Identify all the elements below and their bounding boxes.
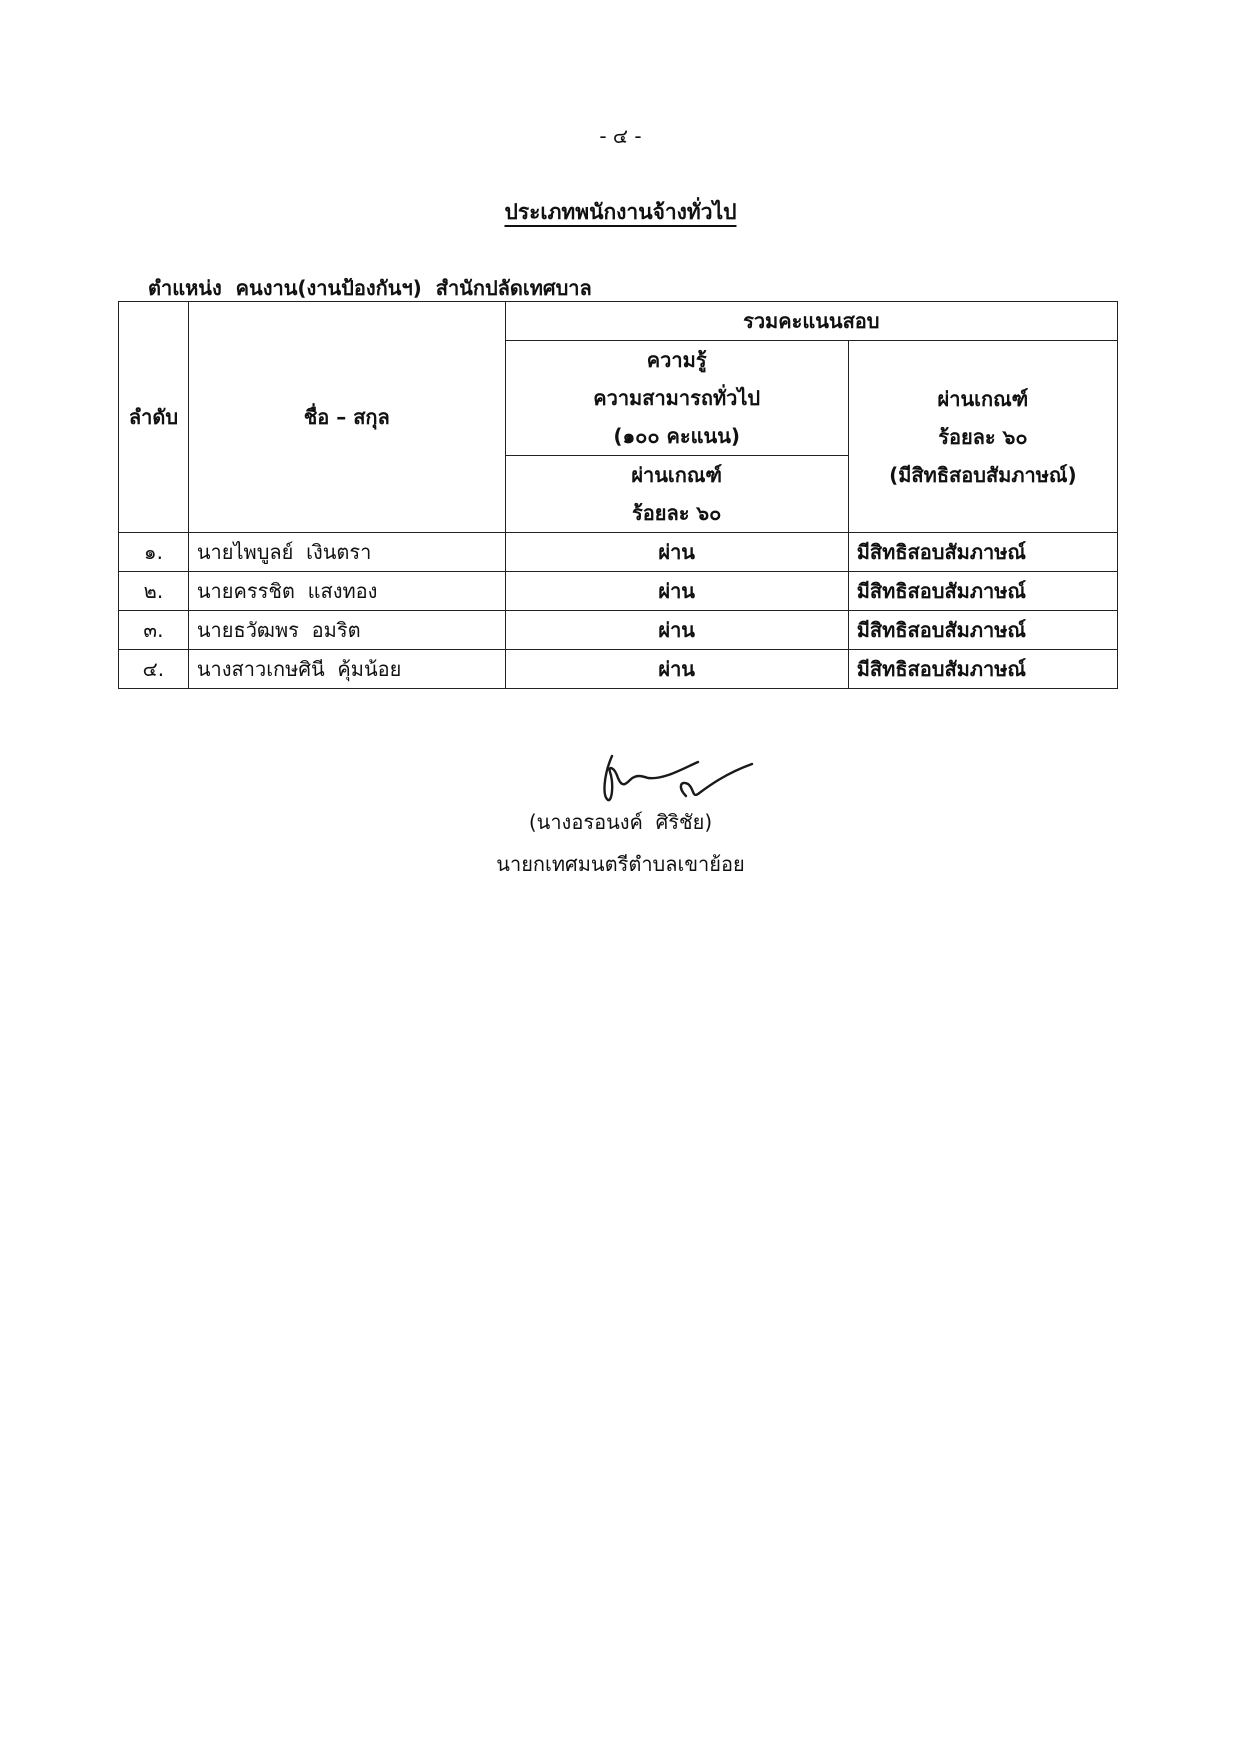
signer-name: (นางอรอนงค์ ศิริชัย) bbox=[528, 810, 713, 834]
header-result bbox=[848, 341, 1117, 533]
header-knowledge bbox=[505, 341, 848, 456]
cell-score: ผ่าน bbox=[505, 611, 848, 650]
cell-order: ๔. bbox=[119, 650, 189, 689]
cell-result: มีสิทธิสอบสัมภาษณ์ bbox=[848, 572, 1117, 611]
header-knowledge-line: (๑๐๐ คะแนน) bbox=[613, 424, 741, 448]
cell-result: มีสิทธิสอบสัมภาษณ์ bbox=[848, 611, 1117, 650]
header-score-group: รวมคะแนนสอบ bbox=[505, 302, 1117, 341]
section-title: ประเภทพนักงานจ้างทั่วไป bbox=[504, 200, 737, 224]
cell-name: นางสาวเกษศินี คุ้มน้อย bbox=[188, 650, 505, 689]
results-table bbox=[118, 301, 1118, 689]
table-header-row bbox=[119, 302, 1118, 341]
header-pass-line: ร้อยละ ๖๐ bbox=[632, 501, 722, 525]
cell-order: ๓. bbox=[119, 611, 189, 650]
cell-name: นายธวัฒพร อมริต bbox=[188, 611, 505, 650]
header-knowledge-line: ความรู้ bbox=[646, 348, 707, 372]
cell-result: มีสิทธิสอบสัมภาษณ์ bbox=[848, 533, 1117, 572]
header-pass-criteria bbox=[505, 456, 848, 533]
cell-order: ๑. bbox=[119, 533, 189, 572]
cell-name: นายครรชิต แสงทอง bbox=[188, 572, 505, 611]
header-knowledge-line: ความสามารถทั่วไป bbox=[593, 386, 761, 410]
cell-order: ๒. bbox=[119, 572, 189, 611]
header-result-line: ร้อยละ ๖๐ bbox=[938, 424, 1028, 449]
cell-score: ผ่าน bbox=[505, 650, 848, 689]
table-row bbox=[119, 533, 1118, 572]
table-row bbox=[119, 650, 1118, 689]
table-row bbox=[119, 611, 1118, 650]
position-line: ตำแหน่ง คนงาน(งานป้องกันฯ) สำนักปลัดเทศบาล bbox=[148, 276, 592, 300]
cell-score: ผ่าน bbox=[505, 572, 848, 611]
header-pass-line: ผ่านเกณฑ์ bbox=[631, 463, 723, 487]
header-result-line: ผ่านเกณฑ์ bbox=[937, 386, 1029, 411]
header-result-line: (มีสิทธิสอบสัมภาษณ์) bbox=[889, 462, 1077, 487]
page-number: - ๔ - bbox=[599, 124, 642, 148]
header-order: ลำดับ bbox=[119, 302, 189, 533]
header-name: ชื่อ – สกุล bbox=[188, 302, 505, 533]
handwritten-signature bbox=[574, 744, 774, 814]
cell-score: ผ่าน bbox=[505, 533, 848, 572]
cell-result: มีสิทธิสอบสัมภาษณ์ bbox=[848, 650, 1117, 689]
table-row bbox=[119, 572, 1118, 611]
cell-name: นายไพบูลย์ เงินตรา bbox=[188, 533, 505, 572]
signer-title: นายกเทศมนตรีตำบลเขาย้อย bbox=[496, 852, 745, 876]
